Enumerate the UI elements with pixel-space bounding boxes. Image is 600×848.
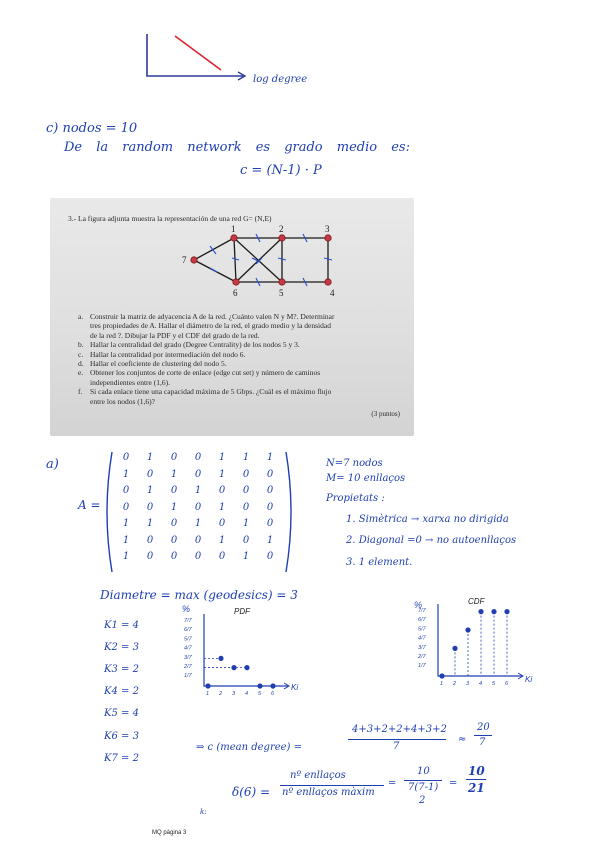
- density-equals-1: =: [388, 778, 397, 789]
- cdf-xtick: 4: [479, 681, 483, 687]
- question-item: independientes entre (1,6).: [90, 377, 170, 387]
- cdf-xtick: 3: [466, 681, 470, 687]
- density-fraction-bar: [280, 785, 384, 786]
- cdf-xtick: 5: [492, 681, 496, 687]
- node-label-1: 1: [231, 224, 236, 234]
- page-footer: MQ página 3: [152, 830, 187, 836]
- diameter: Diametre = max (geodesics) = 3: [100, 588, 298, 602]
- mean-degree-res-den: 7: [479, 737, 486, 748]
- question-item: entre los nodos (1,6)?: [90, 396, 155, 406]
- question-item: a. Construir la matriz de adyacencia A de la red. ¿Cuánto valen N y M?. Determinar: [78, 312, 335, 321]
- matrix-cell: 1: [122, 518, 130, 529]
- matrix-cell: 0: [242, 534, 250, 546]
- cdf-ytick: 2/7: [418, 654, 426, 660]
- mean-degree-res-bar: [474, 735, 492, 736]
- matrix-cell: 1: [146, 518, 154, 529]
- question-item: f. Si cada enlace tiene una capacidad máxima de 5 Gbps. ¿Cuál es el máximo flujo: [78, 387, 332, 397]
- density-mid-bar: [404, 780, 442, 781]
- question-title: 3.- La figura adjunta muestra la representación de una red G= (N,E): [68, 214, 272, 223]
- cdf-ytick: 3/7: [418, 644, 426, 651]
- cdf-xtick: 1: [440, 681, 444, 687]
- pdf-xtick: 4: [245, 691, 249, 697]
- mean-degree-equals: ≈: [458, 734, 467, 745]
- matrix-cell: 0: [266, 551, 274, 562]
- matrix-cell: 0: [146, 534, 154, 546]
- question-photo: [50, 198, 414, 436]
- matrix-cell: 1: [242, 551, 250, 562]
- cdf-plot: [410, 590, 540, 690]
- question-list: [78, 312, 408, 406]
- part-a-label: a): [46, 457, 59, 472]
- pdf-xtick: 5: [258, 691, 262, 697]
- degree-k6: K6 = 3: [104, 731, 139, 742]
- matrix-row: [108, 502, 288, 516]
- matrix-cell: 1: [122, 468, 130, 480]
- pdf-ytick: 3/7: [184, 654, 192, 661]
- matrix-name: A =: [78, 498, 101, 512]
- matrix-cell: 0: [242, 485, 250, 496]
- density-equals-2: =: [449, 778, 458, 789]
- matrix-cell: 1: [122, 534, 130, 546]
- pdf-xtick: 1: [206, 691, 210, 697]
- node-label-6: 6: [233, 288, 238, 298]
- matrix-cell: 0: [266, 485, 274, 496]
- question-item: e. Obtener los conjuntos de corte de enlace (edge cut set) y número de caminos: [78, 368, 321, 378]
- matrix-cell: 0: [122, 501, 130, 513]
- matrix-cell: 0: [218, 518, 226, 529]
- matrix-cell: 1: [170, 501, 178, 513]
- matrix-cell: 1: [218, 452, 226, 463]
- cdf-title: CDF: [468, 597, 485, 606]
- cdf-ylabel: %: [414, 600, 423, 610]
- cdf-ytick: 6/7: [418, 617, 426, 624]
- matrix-row: [108, 535, 288, 549]
- matrix-cell: 0: [218, 485, 226, 496]
- pdf-ylabel: %: [182, 604, 191, 614]
- matrix-cell: 0: [194, 501, 202, 513]
- pdf-xlabel: Ki: [291, 683, 299, 692]
- matrix-cell: 0: [194, 452, 202, 463]
- matrix-cell: 0: [266, 468, 274, 480]
- degree-k2: K2 = 3: [104, 642, 139, 653]
- prop-2: 2. Diagonal =0 → no autoenllaços: [346, 535, 517, 546]
- pdf-ytick: 5/7: [184, 636, 192, 643]
- part-c-line1: c) nodos = 10: [46, 121, 138, 136]
- props-title: Propietats :: [326, 493, 385, 504]
- pdf-ytick: 2/7: [184, 664, 192, 670]
- density-res-den: 21: [468, 781, 485, 795]
- matrix-cell: 0: [146, 501, 154, 513]
- pdf-point: [205, 683, 210, 688]
- density-res-bar: [466, 779, 486, 780]
- network-graph: [170, 224, 350, 299]
- node-label-3: 3: [325, 224, 330, 234]
- matrix-cell: 0: [242, 468, 250, 480]
- cdf-ytick: 7/7: [418, 608, 426, 614]
- matrix-cell: 0: [266, 518, 274, 529]
- node-label-4: 4: [330, 288, 335, 298]
- pdf-plot: [176, 600, 306, 700]
- question-item: b. Hallar la centralidad del grado (Degree Centrality) de los nodos 5 y 3.: [78, 340, 300, 350]
- pdf-ytick: 4/7: [184, 645, 192, 652]
- pdf-xtick: 2: [219, 691, 223, 697]
- matrix-cell: 0: [194, 468, 202, 480]
- matrix-cell: 1: [218, 501, 226, 513]
- prop-1: 1. Simètrica → xarxa no dirigida: [346, 514, 509, 525]
- cdf-ytick: 4/7: [418, 635, 426, 642]
- matrix-cell: 0: [122, 452, 130, 463]
- matrix-cell: 1: [170, 468, 178, 480]
- pdf-point: [270, 683, 275, 688]
- top-graph-xlabel: log degree: [253, 74, 308, 85]
- pdf-ytick: 7/7: [184, 618, 192, 624]
- matrix-cell: 0: [170, 534, 178, 546]
- pdf-ytick: 6/7: [184, 627, 192, 634]
- matrix-cell: 0: [146, 468, 154, 480]
- pdf-title: PDF: [234, 607, 250, 616]
- mean-degree-den: 7: [393, 741, 400, 752]
- density-mid-den-top: 7(7-1): [408, 782, 439, 793]
- cdf-xlabel: Ki: [525, 675, 533, 684]
- density-den: nº enllaços màxim: [282, 787, 375, 798]
- question-item: d. Hallar el coeficiente de clustering del nodo 5.: [78, 359, 227, 369]
- matrix-cell: 0: [170, 452, 178, 463]
- density-label: δ(6) =: [232, 785, 271, 799]
- cdf-xtick: 2: [453, 681, 457, 687]
- n-nodes: N=7 nodos: [326, 458, 383, 469]
- prop-3: 3. 1 element.: [346, 557, 413, 568]
- mean-degree-label: ⇒ c (mean degree) =: [196, 742, 303, 753]
- degree-k7: K7 = 2: [104, 753, 139, 764]
- matrix-cell: 1: [194, 518, 202, 529]
- matrix-cell: 1: [194, 485, 202, 496]
- matrix-cell: 0: [170, 518, 178, 529]
- matrix-row: [108, 469, 288, 483]
- matrix-cell: 0: [170, 485, 178, 496]
- pdf-point: [257, 683, 262, 688]
- matrix-row: [108, 551, 288, 565]
- matrix-cell: 0: [170, 551, 178, 562]
- node-label-2: 2: [279, 224, 284, 234]
- mean-degree-fraction-bar: [348, 739, 446, 740]
- density-num: nº enllaços: [290, 770, 346, 781]
- matrix-cell: 1: [266, 452, 274, 463]
- matrix-cell: 1: [218, 468, 226, 480]
- degree-k1: K1 = 4: [104, 620, 139, 631]
- cdf-point: [439, 673, 444, 678]
- matrix-cell: 0: [194, 551, 202, 562]
- matrix-cell: 1: [122, 551, 130, 562]
- matrix-row: [108, 452, 288, 466]
- matrix-cell: 1: [146, 485, 154, 496]
- matrix-cell: 0: [242, 501, 250, 513]
- adjacency-matrix: [108, 452, 298, 572]
- question-item: de la red ?. Dibujar la PDF y el CDF del grado de la red.: [90, 330, 260, 340]
- stray-mark: k:: [200, 808, 207, 816]
- matrix-cell: 0: [266, 501, 274, 513]
- cdf-xtick: 6: [505, 681, 509, 687]
- pdf-xtick: 6: [271, 691, 275, 697]
- question-items: [78, 312, 408, 406]
- matrix-row: [108, 485, 288, 499]
- cdf-ytick: 5/7: [418, 626, 426, 633]
- density-mid-num: 10: [417, 766, 430, 777]
- node-label-7: 7: [182, 255, 187, 265]
- question-points: (3 puntos): [371, 410, 400, 418]
- mean-degree-num: 4+3+2+2+4+3+2: [352, 724, 447, 735]
- matrix-cell: 0: [122, 485, 130, 496]
- density-mid-den-bot: 2: [419, 795, 426, 806]
- matrix-cell: 1: [266, 534, 274, 546]
- matrix-cell: 1: [242, 452, 250, 463]
- matrix-cell: 1: [242, 518, 250, 529]
- part-c-formula: c = (N-1) · P: [240, 163, 322, 178]
- density-res-num: 10: [468, 764, 485, 778]
- question-item: c. Hallar la centralidad por intermediación del nodo 6.: [78, 349, 246, 359]
- degree-k4: K4 = 2: [104, 686, 139, 697]
- node-label-5: 5: [279, 288, 284, 298]
- matrix-cell: 0: [218, 551, 226, 562]
- matrix-cell: 0: [146, 551, 154, 562]
- cdf-ytick: 1/7: [418, 663, 426, 670]
- degree-k3: K3 = 2: [104, 664, 139, 675]
- matrix-row: [108, 518, 288, 532]
- pdf-ytick: 1/7: [184, 673, 192, 680]
- m-links: M= 10 enllaços: [326, 473, 406, 484]
- mean-degree-res-num: 20: [477, 722, 490, 733]
- matrix-cell: 0: [194, 534, 202, 546]
- degree-k5: K5 = 4: [104, 708, 139, 719]
- pdf-xtick: 3: [232, 691, 236, 697]
- question-item: tres propiedades de A. Hallar el diámetro de la red, el grado medio y la densidad: [90, 321, 331, 331]
- part-c-line2: De la random network es grado medio es:: [64, 140, 410, 155]
- matrix-cell: 1: [218, 534, 226, 546]
- matrix-cell: 1: [146, 452, 154, 463]
